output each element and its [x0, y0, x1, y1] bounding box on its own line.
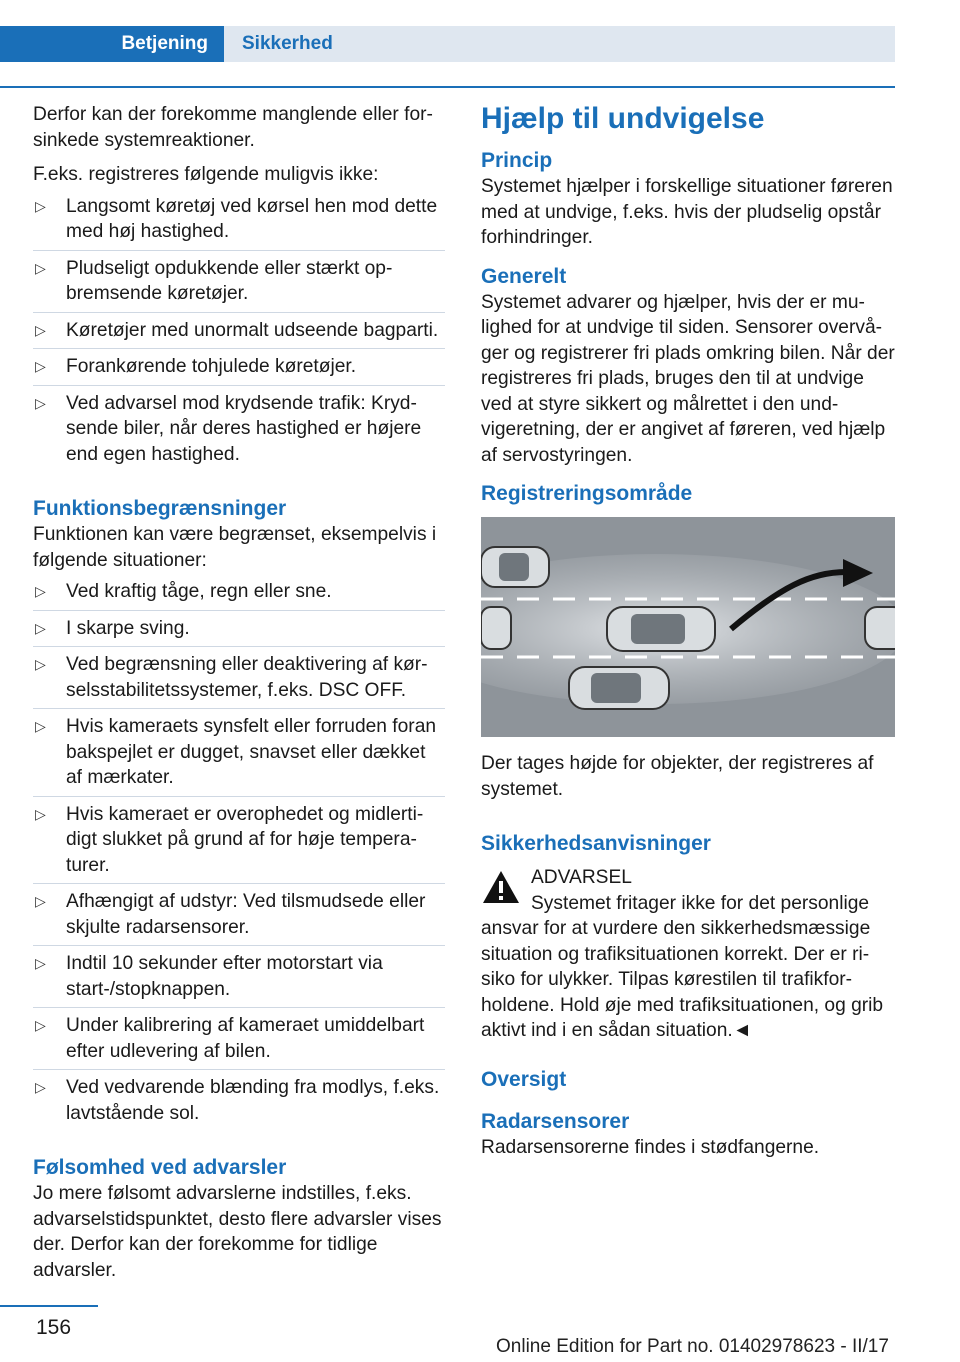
- triangle-bullet-icon: ▷: [35, 358, 46, 374]
- triangle-bullet-icon: ▷: [35, 321, 46, 338]
- chapter-tabs: [0, 26, 895, 62]
- page-number: 156: [36, 1316, 72, 1339]
- principle-paragraph: Systemet hjælper i forskellige situationer føreren med at undvige, f.eks. hvis der pludselig opstår forhindringer.: [481, 176, 893, 248]
- tab-betjening[interactable]: Betjening: [0, 26, 224, 62]
- list-item: ▷ I skarpe sving.: [33, 616, 445, 648]
- list-item: ▷ Pludseligt opdukkende eller stærkt opbremsende køretøjer.: [33, 256, 445, 313]
- list-item: ▷ Ved kraftig tåge, regn eller sne.: [33, 579, 445, 611]
- car-icon: [865, 607, 895, 649]
- undetected-list: [33, 194, 445, 473]
- heading-limitations: Funktionsbegrænsninger: [33, 497, 287, 520]
- list-item: ▷ Langsomt køretøj ved kørsel hen mod dette med høj hastighed.: [33, 194, 445, 251]
- limitations-intro: Funktionen kan være begrænset, eksempelvis i følgende situationer:: [33, 524, 437, 571]
- triangle-bullet-icon: ▷: [35, 1079, 46, 1095]
- figure-caption: Der tages højde for objekter, der registreres af systemet.: [481, 753, 874, 800]
- car-icon: [481, 607, 511, 649]
- heading-radar-sensors: Radarsensorer: [481, 1109, 630, 1133]
- list-item: ▷ Under kalibrering af kameraet umiddelbart efter udlevering af bilen.: [33, 1013, 445, 1070]
- list-item: ▷ Indtil 10 sekunder efter motorstart via start-/stopknappen.: [33, 951, 445, 1008]
- list-item: ▷ Forankørende tohjulede køretøjer.: [33, 354, 445, 386]
- triangle-bullet-icon: ▷: [35, 805, 46, 822]
- list-item: ▷ Køretøjer med unormalt udseende bagparti.: [33, 318, 445, 350]
- intro-list-lead: F.eks. registreres følgende muligvis ikke:: [33, 164, 379, 185]
- list-item: ▷ Hvis kameraets synsfelt eller forruden foran bakspejlet er dugget, snavset eller dækket af mærkater.: [33, 714, 445, 797]
- list-item: ▷ Ved advarsel mod krydsende trafik: Krydsende biler, når deres hastighed er højere end egen hastighed.: [35, 392, 422, 465]
- list-item: ▷ Ved vedvarende blænding fra modlys, f.eks. lavtstående sol.: [35, 1077, 440, 1124]
- general-paragraph: Systemet advarer og hjælper, hvis der er mulighed for at undvige til siden. Sensorer overvåger og registrerer fri plads omkring bilen. Når der registreres fri plads, bruges den til at undvige ved at styre sikkert og målrettet i den undvigeretning, der er angivet af føreren, ved hjælp af servostyringen.: [481, 291, 895, 466]
- limitations-list: [33, 579, 445, 1131]
- triangle-bullet-icon: ▷: [35, 197, 46, 214]
- car-icon: [481, 547, 549, 587]
- triangle-bullet-icon: ▷: [35, 259, 46, 276]
- triangle-bullet-icon: ▷: [35, 718, 46, 734]
- triangle-bullet-icon: ▷: [35, 583, 46, 599]
- car-icon: [607, 607, 715, 651]
- header-rule: [0, 86, 895, 88]
- warning-block: [481, 865, 895, 916]
- warning-label: ADVARSEL: [531, 867, 632, 888]
- warning-first-line: Systemet fritager ikke for det personlige: [531, 892, 870, 914]
- triangle-bullet-icon: ▷: [35, 955, 46, 971]
- car-icon: [569, 667, 669, 709]
- heading-sensitivity: Følsomhed ved advarsler: [33, 1156, 287, 1179]
- triangle-bullet-icon: ▷: [35, 1017, 46, 1033]
- warning-triangle-icon: [481, 869, 521, 905]
- tab-sikkerhed[interactable]: Sikkerhed: [224, 26, 895, 62]
- page-title: Hjælp til undvigelse: [481, 102, 765, 135]
- left-column: [33, 102, 445, 1292]
- intro-paragraph: Derfor kan der forekomme manglende eller forsinkede systemreaktioner.: [33, 104, 433, 151]
- heading-overview: Oversigt: [481, 1067, 567, 1091]
- warning-text: ansvar for at vurdere den sikkerhedsmæssige situation og trafiksituationen korrekt. Der er risiko for ulykker. Tilpas kørestilen til trafikforholdene. Hold øje med trafiksituationen, og grib aktivt ind i en sådan situation.◄: [481, 918, 884, 1041]
- edition-note: Online Edition for Part no. 01402978623 - II/17: [496, 1336, 889, 1357]
- heading-general: Generelt: [481, 264, 567, 288]
- heading-detection-area: Registreringsområde: [481, 482, 693, 505]
- list-item: ▷ Hvis kameraet er overophedet og midlertidigt slukket på grund af for høje temperaturer.: [33, 802, 445, 885]
- footer-rule: [0, 1305, 98, 1307]
- triangle-bullet-icon: ▷: [35, 394, 46, 411]
- detection-area-illustration: [481, 517, 895, 737]
- triangle-bullet-icon: ▷: [35, 619, 46, 636]
- radar-paragraph: Radarsensorerne findes i stødfangerne.: [481, 1136, 820, 1158]
- triangle-bullet-icon: ▷: [35, 893, 46, 909]
- sensitivity-paragraph: Jo mere følsomt advarslerne indstilles, f.eks. advarselstidspunktet, desto flere advarsler vises der. Derfor kan der forekomme for tidlige advarsler.: [33, 1183, 442, 1281]
- heading-principle: Princip: [481, 149, 553, 172]
- list-item: ▷ Afhængigt af udstyr: Ved tilsmudsede eller skjulte radarsensorer.: [33, 889, 445, 946]
- right-column: [481, 102, 895, 1169]
- list-item: ▷ Ved begrænsning eller deaktivering af kørselsstabilitetssystemer, f.eks. DSC OFF.: [33, 652, 445, 709]
- heading-safety: Sikkerhedsanvisninger: [481, 832, 711, 855]
- triangle-bullet-icon: ▷: [35, 656, 46, 672]
